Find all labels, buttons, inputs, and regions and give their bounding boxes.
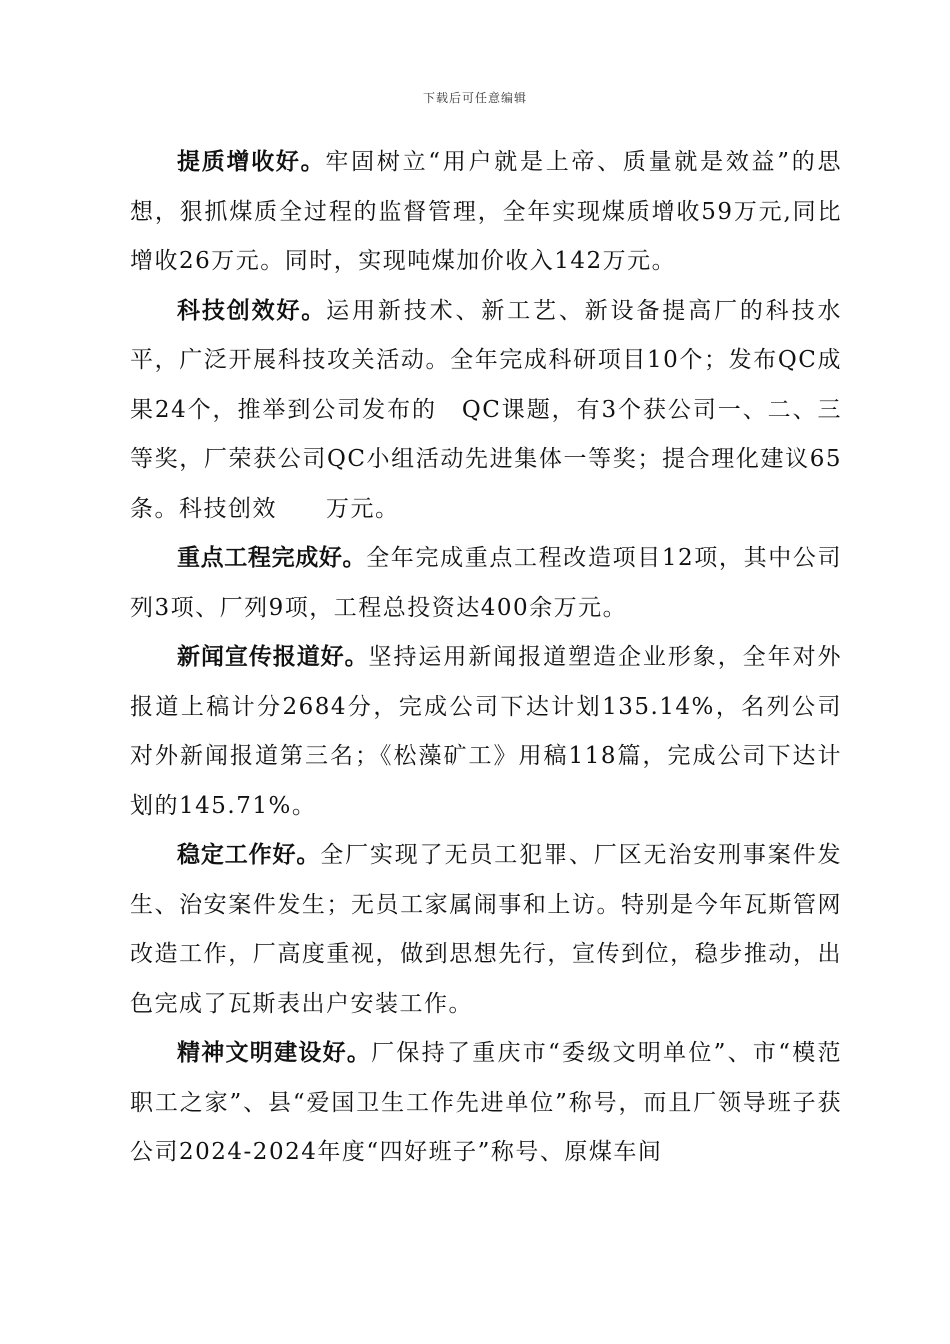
paragraph-lead: 重点工程完成好。 <box>177 545 367 571</box>
paragraph-tech-efficiency <box>130 287 842 535</box>
paragraph-quality-revenue <box>130 138 842 287</box>
paragraph-text: 运用新技术、新工艺、新设备提高厂的科技水平，广泛开展科技攻关活动。全年完成科研项目10个；发布QC成果24个，推举到公司发布的 QC课题，有3个获公司一、二、三等奖，厂荣获公司QC小组活动先进集体一等奖；提合理化建议65条。科技创效 万元。 <box>130 297 843 522</box>
paragraph-lead: 新闻宣传报道好。 <box>177 644 369 670</box>
paragraph-civilization <box>130 1029 842 1178</box>
paragraph-key-projects <box>130 534 842 633</box>
paragraph-text: 坚持运用新闻报道塑造企业形象，全年对外报道上稿计分2684分，完成公司下达计划135.14%，名列公司对外新闻报道第三名；《松藻矿工》用稿118篇，完成公司下达计划的145.71%。 <box>130 644 843 819</box>
header-note: 下载后可任意编辑 <box>422 91 527 105</box>
document-body <box>130 138 842 1178</box>
paragraph-lead: 稳定工作好。 <box>177 842 321 868</box>
paragraph-news-publicity <box>130 633 842 831</box>
paragraph-lead: 科技创效好。 <box>177 297 327 324</box>
paragraph-lead: 精神文明建设好。 <box>177 1040 372 1066</box>
paragraph-stability <box>130 831 842 1029</box>
paragraph-text: 全年完成重点工程改造项目12项，其中公司列3项、厂列9项，工程总投资达400余万元。 <box>130 545 842 621</box>
paragraph-text: 厂保持了重庆市“委级文明单位”、市“模范职工之家”、县“爱国卫生工作先进单位”称号，而且厂领导班子获公司2024-2024年度“四好班子”称号、原煤车间 <box>130 1040 842 1165</box>
paragraph-lead: 提质增收好。 <box>177 149 326 175</box>
paragraph-text: 全厂实现了无员工犯罪、厂区无治安刑事案件发生、治安案件发生；无员工家属闹事和上访。特别是今年瓦斯管网改造工作，厂高度重视，做到思想先行，宣传到位，稳步推动，出色完成了瓦斯表出户安装工作。 <box>130 842 843 1017</box>
paragraph-text: 牢固树立“用户就是上帝、质量就是效益”的思想，狠抓煤质全过程的监督管理，全年实现煤质增收59万元,同比增收26万元。同时，实现吨煤加价收入142万元。 <box>130 149 842 274</box>
